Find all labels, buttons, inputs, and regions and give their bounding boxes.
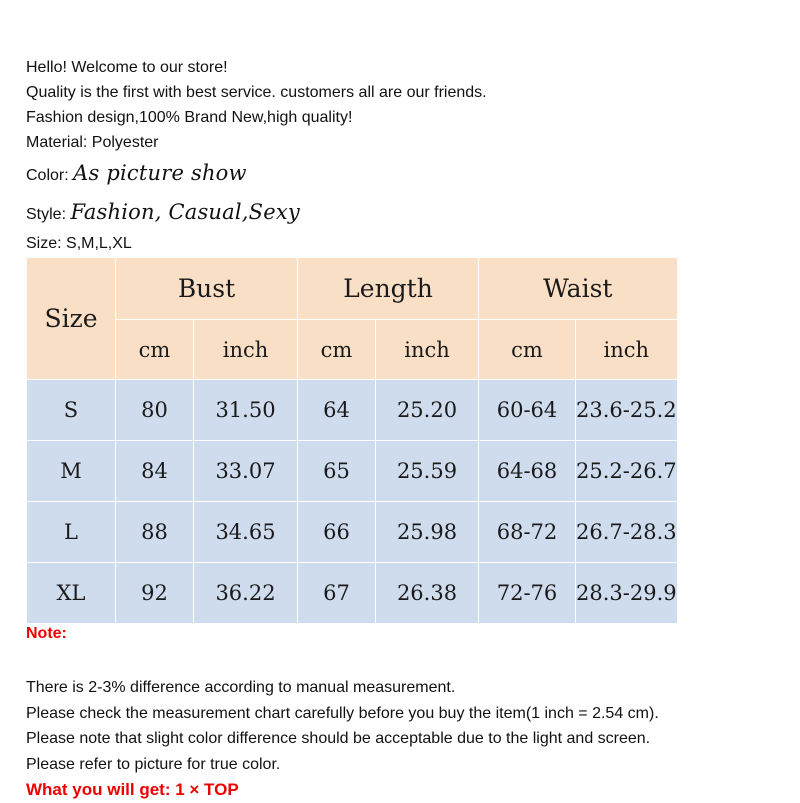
unit-header: cm [116, 320, 194, 380]
table-cell: 25.98 [376, 502, 479, 563]
size-chart-header-row [27, 258, 678, 320]
unit-header: cm [479, 320, 576, 380]
bust-group-header: Bust [116, 258, 298, 320]
welcome-line: Hello! Welcome to our store! [26, 59, 228, 76]
color-line [26, 155, 726, 194]
style-value: Fashion, Casual,Sexy [70, 200, 300, 224]
table-cell: 25.2-26.7 [576, 441, 678, 502]
note-line: Please check the measurement chart carefully before you buy the item(1 inch = 2.54 cm). [26, 704, 659, 722]
table-cell: 25.20 [376, 380, 479, 441]
table-cell: 31.50 [194, 380, 298, 441]
product-description [26, 55, 726, 255]
note-line: Please refer to picture for true color. [26, 755, 281, 773]
note-line: There is 2-3% difference according to manual measurement. [26, 679, 456, 696]
table-cell: 25.59 [376, 441, 479, 502]
size-cell: S [27, 380, 116, 441]
size-column-header: Size [27, 258, 116, 380]
style-line [26, 194, 726, 233]
package-contents: What you will get: 1 × TOP [26, 780, 239, 799]
table-cell: 26.7-28.3 [576, 502, 678, 563]
table-cell: 64 [298, 380, 376, 441]
table-cell: 33.07 [194, 441, 298, 502]
size-chart-table [26, 257, 678, 624]
table-cell: 84 [116, 441, 194, 502]
table-cell: 36.22 [194, 563, 298, 624]
table-cell: 66 [298, 502, 376, 563]
note-title: Note: [26, 625, 67, 642]
quality-line: Quality is the first with best service. customers all are our friends. [26, 84, 487, 101]
table-row [27, 380, 678, 441]
table-cell: 80 [116, 380, 194, 441]
table-row [27, 441, 678, 502]
note-line: Please note that slight color difference should be acceptable due to the light and screen. [26, 730, 651, 747]
table-cell: 88 [116, 502, 194, 563]
color-label: Color: [26, 167, 69, 184]
color-value: As picture show [73, 161, 247, 185]
table-row [27, 502, 678, 563]
notes-section [26, 675, 786, 803]
table-cell: 28.3-29.9 [576, 563, 678, 624]
table-cell: 26.38 [376, 563, 479, 624]
size-cell: M [27, 441, 116, 502]
unit-header: cm [298, 320, 376, 380]
style-label: Style: [26, 206, 67, 223]
table-cell: 64-68 [479, 441, 576, 502]
table-cell: 60-64 [479, 380, 576, 441]
size-chart-unit-row [27, 320, 678, 380]
table-cell: 67 [298, 563, 376, 624]
length-group-header: Length [298, 258, 479, 320]
size-cell: L [27, 502, 116, 563]
waist-group-header: Waist [479, 258, 678, 320]
unit-header: inch [376, 320, 479, 380]
table-cell: 92 [116, 563, 194, 624]
table-cell: 34.65 [194, 502, 298, 563]
size-cell: XL [27, 563, 116, 624]
material-line: Material: Polyester [26, 134, 159, 151]
size-line: Size: S,M,L,XL [26, 235, 132, 252]
table-cell: 72-76 [479, 563, 576, 624]
table-row [27, 563, 678, 624]
unit-header: inch [576, 320, 678, 380]
table-cell: 23.6-25.2 [576, 380, 678, 441]
table-cell: 68-72 [479, 502, 576, 563]
fashion-line: Fashion design,100% Brand New,high quality! [26, 109, 353, 126]
table-cell: 65 [298, 441, 376, 502]
unit-header: inch [194, 320, 298, 380]
